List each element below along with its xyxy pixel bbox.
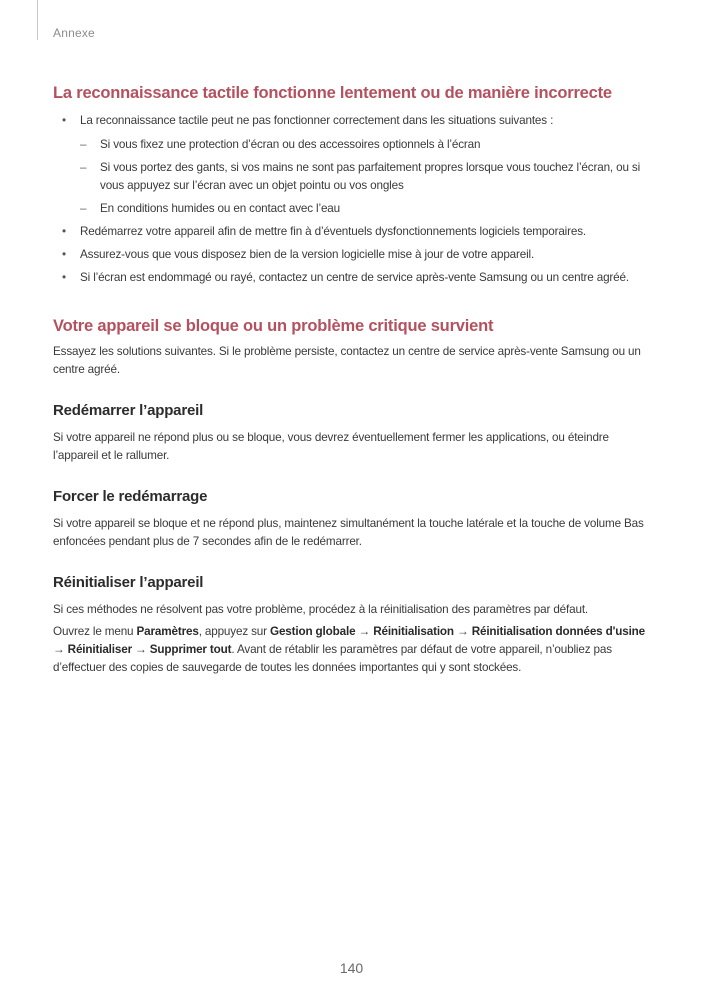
arrow-icon: → [135,643,147,656]
reset-instructions [53,623,653,677]
list-item: – Si vous fixez une protection d’écran ou des accessoires optionnels à l’écran [80,136,653,154]
arrow-icon: → [53,643,65,656]
section-title-touch: La reconnaissance tactile fonctionne lentement ou de manière incorrecte [53,84,612,102]
running-header: Annexe [53,26,95,40]
touch-bullet-list [53,112,653,287]
reset-text-tap: , appuyez sur [198,625,270,638]
list-item: • Si l’écran est endommagé ou rayé, contactez un centre de service après-vente Samsung ou un centre agréé. [53,269,653,287]
page-content [53,82,653,677]
list-item: – Si vous portez des gants, si vos mains ne sont pas parfaitement propres lorsque vous touchez l’écran, ou si vous appuyez sur l’écran avec un objet pointu ou vos ongles [80,159,653,195]
list-item: • Assurez-vous que vous disposez bien de la version logicielle mise à jour de votre appareil. [53,246,653,264]
menu-gestion-globale: Gestion globale [270,625,356,638]
list-item [53,112,653,218]
subtitle-reset: Réinitialiser l’appareil [53,574,204,591]
bullet-text: La reconnaissance tactile peut ne pas fonctionner correctement dans les situations suivantes : [80,114,554,127]
menu-reinitialisation-donnees: Réinitialisation données d'usine [471,625,646,638]
menu-supprimer-tout: Supprimer tout [149,643,232,656]
list-item: – En conditions humides ou en contact avec l’eau [80,200,653,218]
subtitle-restart: Redémarrer l’appareil [53,402,204,419]
section-title-freeze: Votre appareil se bloque ou un problème critique survient [53,317,494,335]
force-restart-text: Si votre appareil se bloque et ne répond plus, maintenez simultanément la touche latérale et la touche de volume Bas enfoncées pendant plus de 7 secondes afin de le redémarrer. [53,517,644,548]
menu-reinitialisation: Réinitialisation [373,625,454,638]
page-number: 140 [339,960,364,976]
menu-reinitialiser: Réinitialiser [67,643,132,656]
arrow-icon: → [358,625,371,638]
list-item: • Redémarrez votre appareil afin de mettre fin à d’éventuels dysfonctionnements logiciels temporaires. [53,223,653,241]
page-margin-rule [37,0,38,40]
arrow-icon: → [457,625,469,638]
menu-parametres: Paramètres [136,625,199,638]
reset-text: Si ces méthodes ne résolvent pas votre problème, procédez à la réinitialisation des paramètres par défaut. [53,603,589,616]
freeze-intro: Essayez les solutions suivantes. Si le problème persiste, contactez un centre de service après-vente Samsung ou un centre agréé. [53,345,641,376]
restart-text: Si votre appareil ne répond plus ou se bloque, vous devrez éventuellement fermer les applications, ou éteindre l’appareil et le rallumer. [53,431,609,462]
reset-text-open: Ouvrez le menu [53,625,137,638]
reset-text-end: . Avant de rétablir les paramètres par défaut de votre appareil, n’oubliez pas d’effectuer des copies de sauvegarde de toutes les données importantes qui y sont stockées. [53,643,612,674]
subtitle-force-restart: Forcer le redémarrage [53,488,208,505]
touch-dash-list [80,136,653,218]
